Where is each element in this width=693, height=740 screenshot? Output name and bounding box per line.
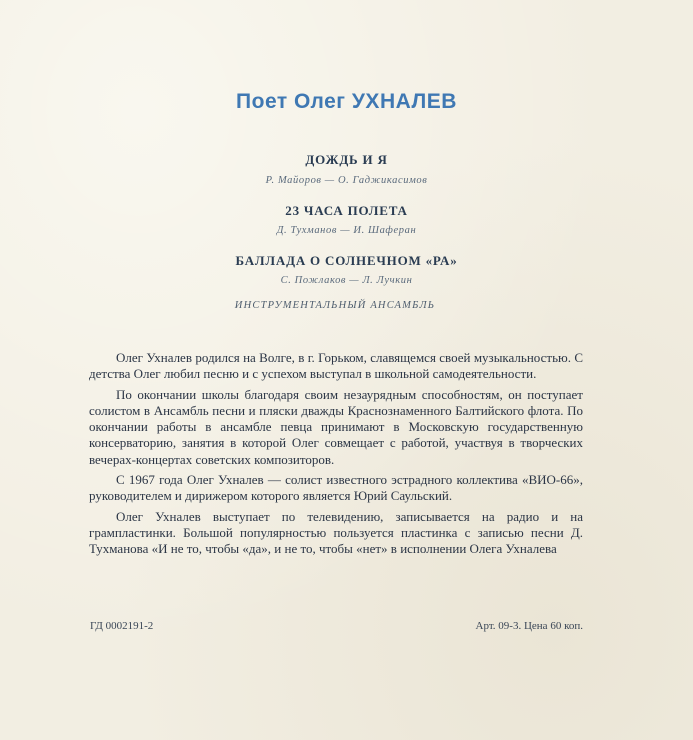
bio-paragraph-1: Олег Ухналев родился на Волге, в г. Горьком, славящемся своей музыкальностью. С детства Олег любил песню и с успехом выступал в школьной самодеятельности. bbox=[89, 350, 583, 382]
song-title-1: ДОЖДЬ И Я bbox=[305, 152, 388, 167]
song-title-2: 23 ЧАСА ПОЛЕТА bbox=[285, 203, 408, 218]
price-label: Арт. 09-3. Цена 60 коп. bbox=[475, 620, 583, 632]
page-title: Поет Олег УХНАЛЕВ bbox=[236, 90, 457, 113]
biography bbox=[89, 350, 583, 562]
bio-paragraph-2: По окончании школы благодаря своим незаурядным способностям, он поступает солистом в Ансамбль песни и пляски дважды Краснознаменного Балтийского флота. По окончании работы в ансамбле певца принимают в Московскую государственную консерваторию, занятия в которой Олег совмещает с работой, участвуя в творческих вечерах-концертах советских композиторов. bbox=[89, 386, 583, 467]
bio-paragraph-4: Олег Ухналев выступает по телевидению, записывается на радио и на грампластинки. Большой популярностью пользуется пластинка с записью песни Д. Тухманова «И не то, чтобы «да», и не то, чтобы «нет» в исполнении Олега Ухналева bbox=[89, 508, 583, 557]
song-authors-3: С. Пожлаков — Л. Лучкин bbox=[280, 275, 413, 286]
catalog-number: ГД 0002191-2 bbox=[90, 620, 154, 632]
bio-paragraph-3: С 1967 года Олег Ухналев — солист известного эстрадного коллектива «ВИО-66», руководителем и дирижером которого является Юрий Саульский. bbox=[89, 472, 583, 504]
song-authors-2: Д. Тухманов — И. Шаферан bbox=[276, 225, 417, 236]
song-title-3: БАЛЛАДА О СОЛНЕЧНОМ «РА» bbox=[235, 253, 458, 268]
ensemble-credit: ИНСТРУМЕНТАЛЬНЫЙ АНСАМБЛЬ bbox=[234, 300, 436, 311]
song-authors-1: Р. Майоров — О. Гаджикасимов bbox=[265, 175, 428, 186]
